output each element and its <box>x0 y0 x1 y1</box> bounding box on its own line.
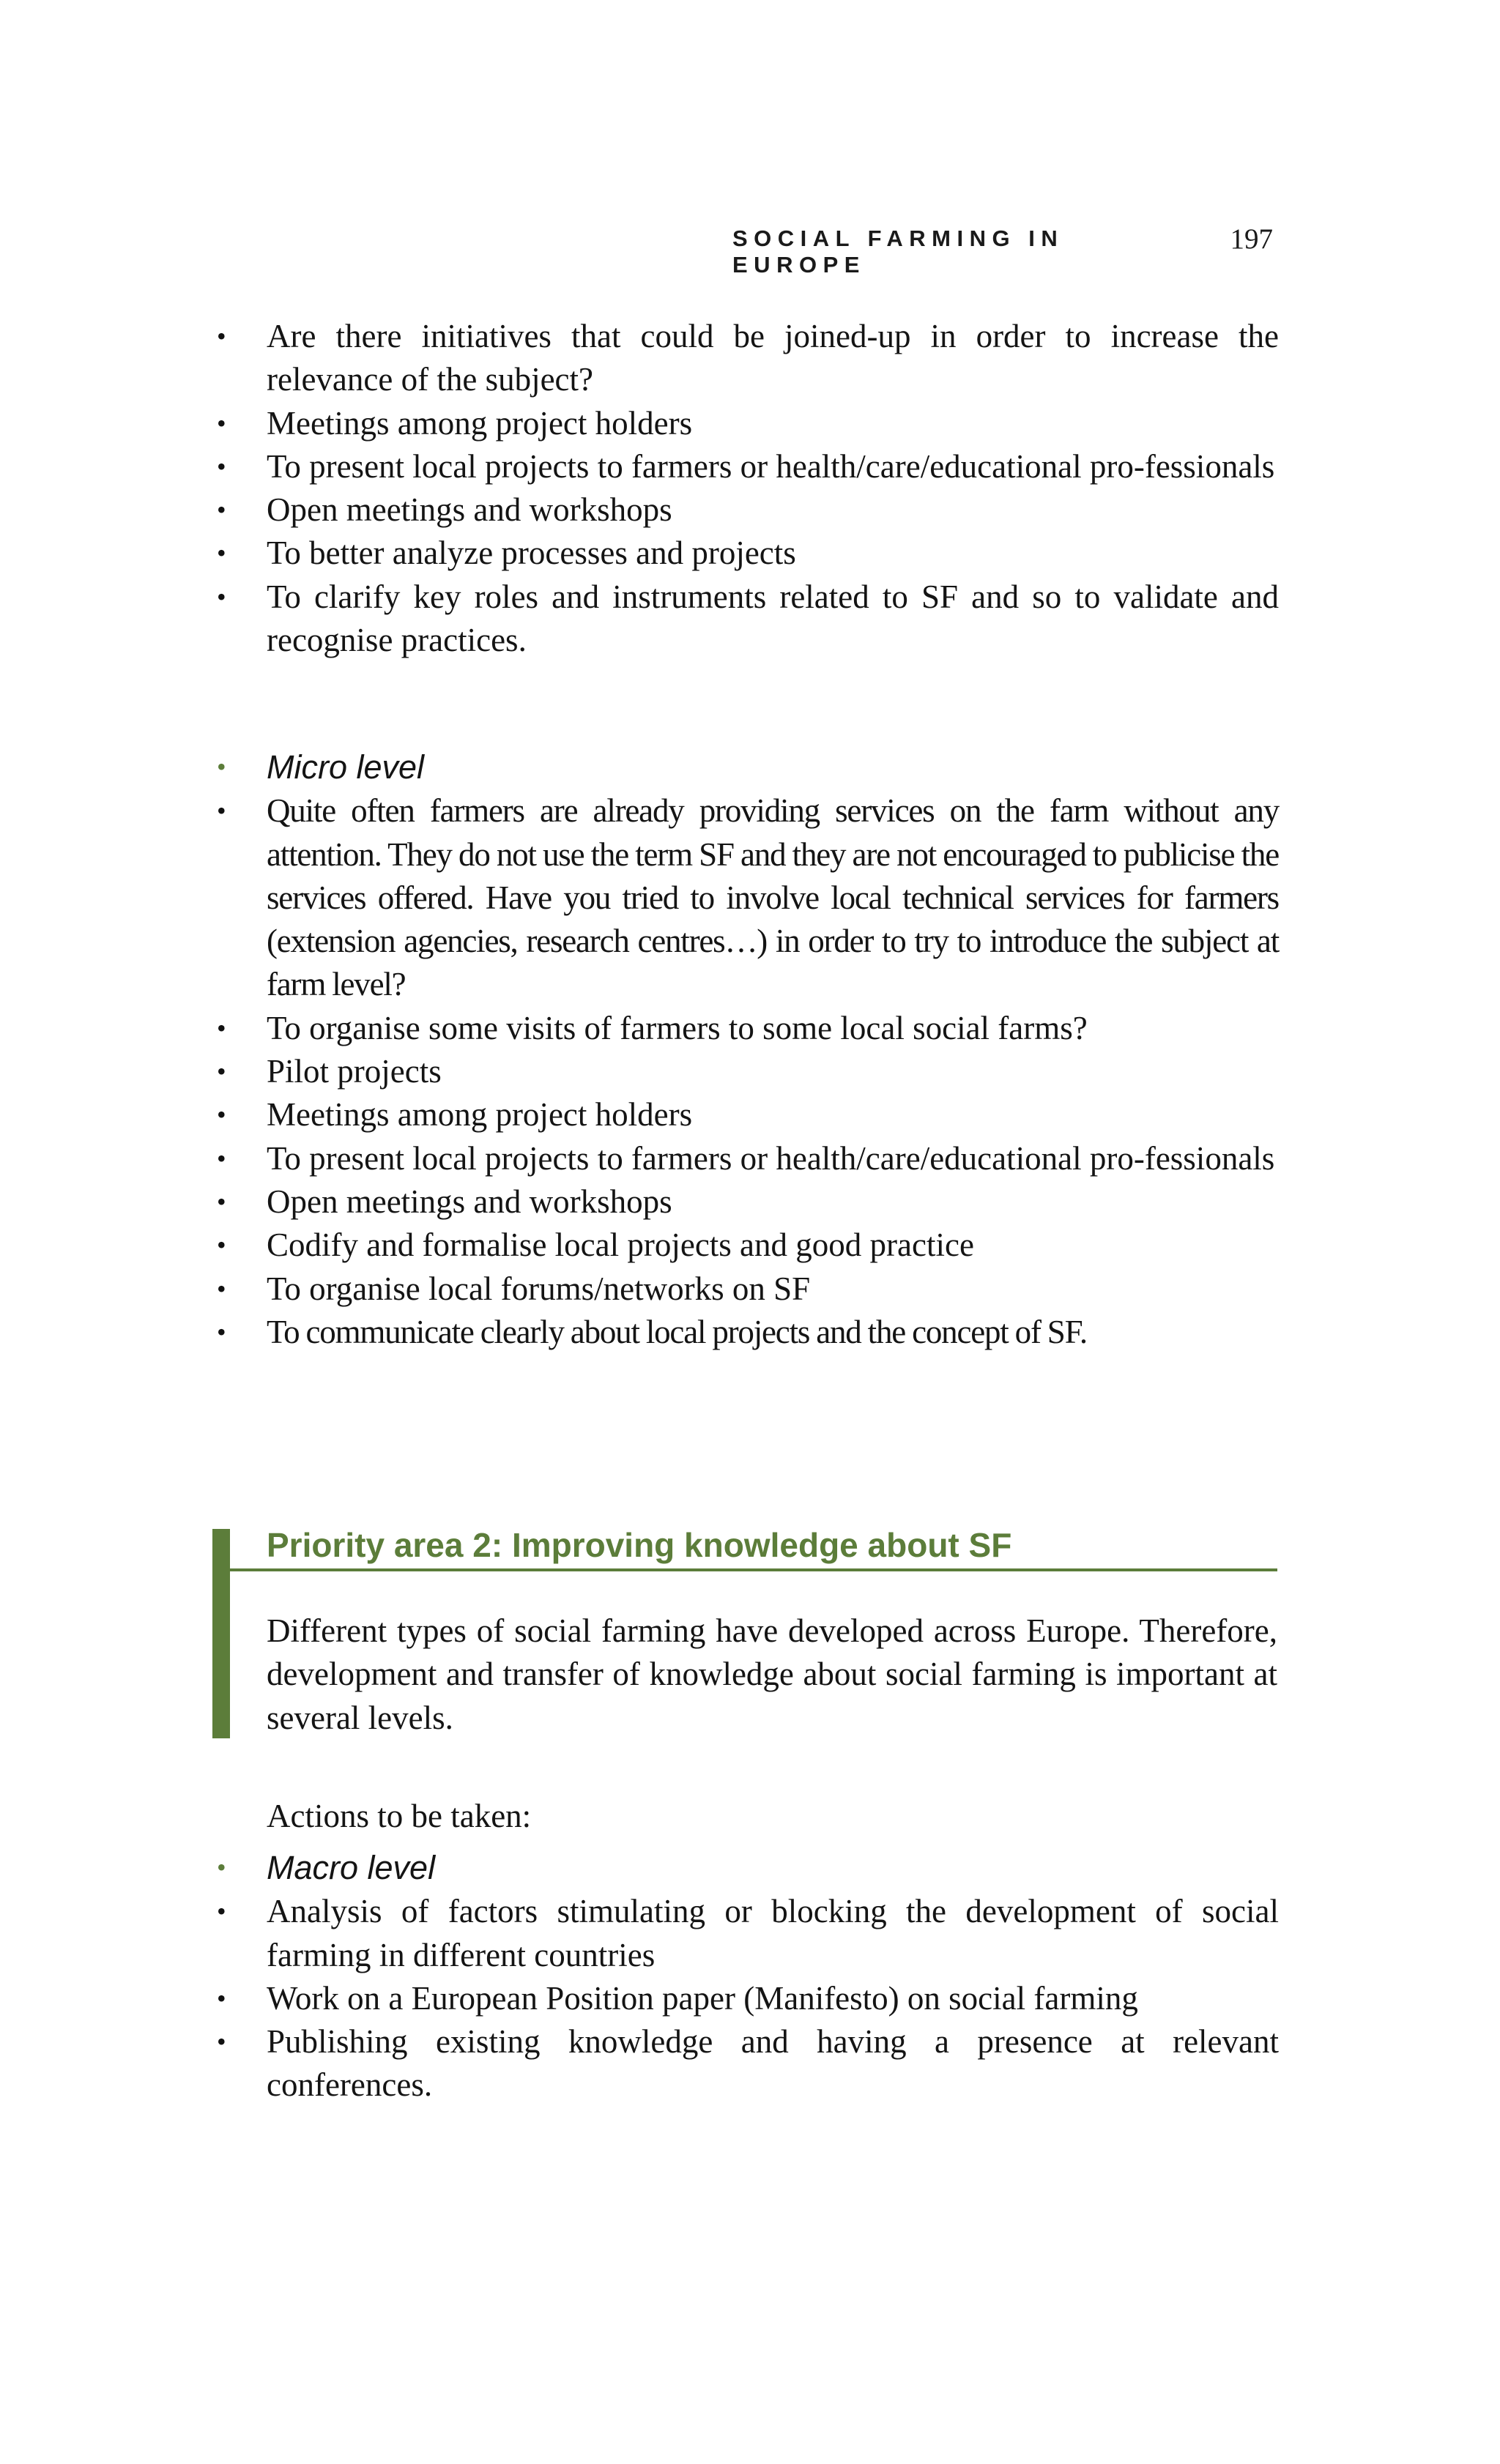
bullet-icon: • <box>217 1013 226 1043</box>
bullet-icon: • <box>217 1983 226 2013</box>
list-item: • Quite often farmers are already providing services on the farm without any attention. They do not use the term SF and they are not encouraged to publicise the services offered. Have you tried to involve local technical services for farmers (extension agencies, research centres…) in order to try to introduce the subject at farm level? <box>211 789 1279 1006</box>
list-item: • Analysis of factors stimulating or blocking the development of social farming in different countries <box>211 1890 1279 1977</box>
bullet-icon: • <box>217 752 226 781</box>
list-item: • To present local projects to farmers or health/care/educational pro-fessionals <box>211 445 1279 488</box>
list-item: • Are there initiatives that could be joined-up in order to increase the relevance of the subject? <box>211 315 1279 402</box>
bullet-icon: • <box>217 2027 226 2057</box>
bullet-icon: • <box>217 1897 226 1927</box>
bullet-icon: • <box>217 1853 226 1882</box>
macro-level-heading: • Macro level <box>211 1846 1279 1890</box>
bullet-icon: • <box>217 1317 226 1347</box>
bullet-icon: • <box>217 1230 226 1260</box>
priority-accent-bar <box>212 1529 230 1738</box>
actions-label: Actions to be taken: <box>267 1798 532 1834</box>
priority-area-title: Priority area 2: Improving knowledge about SF <box>267 1526 1012 1564</box>
bullet-icon: • <box>217 408 226 438</box>
bullet-icon: • <box>217 451 226 481</box>
bullet-icon: • <box>217 1143 226 1173</box>
bullet-icon: • <box>217 1100 226 1130</box>
list-item: • To better analyze processes and projects <box>211 532 1279 575</box>
list-item: • Open meetings and workshops <box>211 488 1279 532</box>
page-number: 197 <box>1230 223 1273 255</box>
bullet-list-micro <box>211 745 1279 1354</box>
micro-level-heading: • Micro level <box>211 745 1279 789</box>
list-item: • To communicate clearly about local projects and the concept of SF. <box>211 1311 1279 1354</box>
list-item: • To organise some visits of farmers to some local social farms? <box>211 1007 1279 1050</box>
list-item: • Codify and formalise local projects and good practice <box>211 1224 1279 1267</box>
bullet-icon: • <box>217 1273 226 1303</box>
list-item: • Open meetings and workshops <box>211 1180 1279 1224</box>
bullet-icon: • <box>217 321 226 351</box>
bullet-icon: • <box>217 1057 226 1087</box>
bullet-list-macro <box>211 1846 1279 2107</box>
bullet-icon: • <box>217 581 226 611</box>
bullet-icon: • <box>217 1186 226 1216</box>
list-item: • Meetings among project holders <box>211 402 1279 445</box>
bullet-icon: • <box>217 796 226 826</box>
priority-area-body: Different types of social farming have developed across Europe. Therefore, development and transfer of knowledge about social farming is important at several levels. <box>267 1612 1277 1736</box>
priority-title-rule <box>230 1568 1277 1571</box>
list-item: • To organise local forums/networks on SF <box>211 1268 1279 1311</box>
list-item: • Meetings among project holders <box>211 1093 1279 1136</box>
running-title: SOCIAL FARMING IN EUROPE <box>732 226 1064 278</box>
bullet-icon: • <box>217 538 226 568</box>
bullet-list-top <box>211 315 1279 662</box>
list-item: • Work on a European Position paper (Manifesto) on social farming <box>211 1977 1279 2020</box>
list-item: • To clarify key roles and instruments related to SF and so to validate and recognise practices. <box>211 576 1279 663</box>
bullet-icon: • <box>217 495 226 525</box>
list-item: • To present local projects to farmers or health/care/educational pro-fessionals <box>211 1137 1279 1180</box>
list-item: • Pilot projects <box>211 1050 1279 1093</box>
running-header <box>732 223 1273 278</box>
list-item: • Publishing existing knowledge and having a presence at relevant conferences. <box>211 2020 1279 2107</box>
